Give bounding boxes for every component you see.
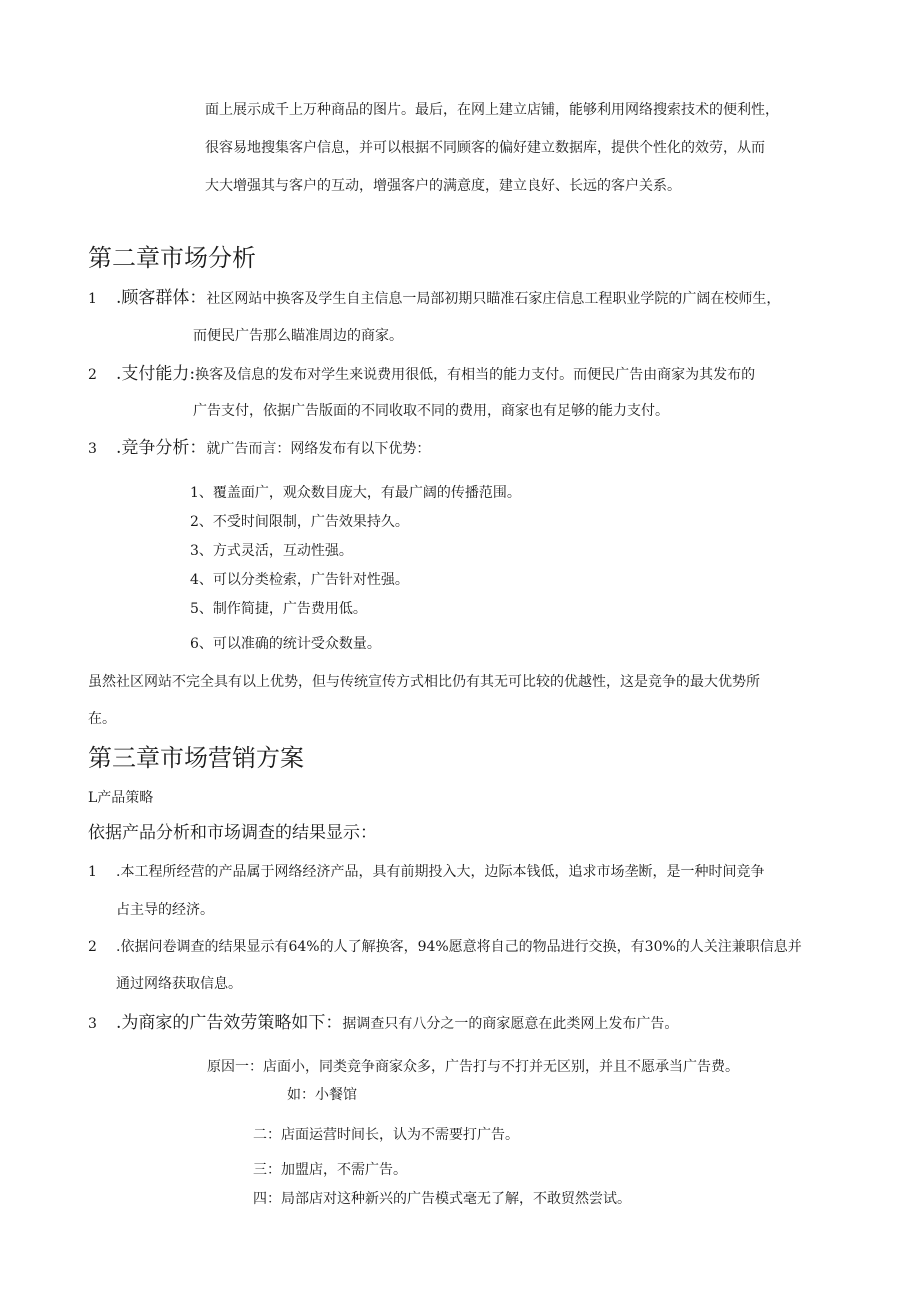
- chapter-2-item-2: [88, 364, 755, 385]
- item-text: .依据问卷调查的结果显示有64%的人了解换客，94%愿意将自己的物品进行交换，有30%的人关注兼职信息并: [116, 939, 802, 955]
- item-label: .支付能力:: [116, 364, 196, 384]
- chapter-2-title: 第二章市场分析: [88, 244, 256, 272]
- intro-line-2: 很容易地搜集客户信息，并可以根据不同顾客的偏好建立数据库，提供个性化的效劳，从而: [205, 140, 765, 156]
- item-label: .为商家的广告效劳策略如下：: [116, 1013, 343, 1033]
- chapter-2-item-3: [88, 438, 430, 459]
- advantage-item: 6、可以准确的统计受众数量。: [190, 636, 381, 652]
- item-text: 社区网站中换客及学生自主信息一局部初期只瞄准石家庄信息工程职业学院的广阔在校师生，: [206, 291, 781, 307]
- item-number: 3: [88, 1016, 97, 1032]
- intro-line-1: 面上展示成千上万种商品的图片。最后，在网上建立店铺，能够利用网络搜索技术的便利性，: [205, 102, 779, 118]
- section-heading: L产品策略: [88, 790, 154, 806]
- chapter-3-title: 第三章市场营销方案: [88, 744, 304, 772]
- item-text: 据调查只有八分之一的商家愿意在此类网上发布广告。: [342, 1016, 679, 1032]
- item-number: 1: [88, 864, 97, 880]
- item-number: 1: [88, 291, 97, 307]
- chapter-2-item-1-cont: 而便民广告那么瞄准周边的商家。: [193, 328, 403, 344]
- chapter-2-summary-1: 虽然社区网站不完全具有以上优势，但与传统宣传方式相比仍有其无可比较的优越性，这是竞争的最大优势所: [88, 674, 760, 690]
- intro-line-3: 大大增强其与客户的互动，增强客户的满意度，建立良好、长远的客户关系。: [205, 178, 681, 194]
- chapter-3-item-2-cont: 通过网络获取信息。: [116, 976, 242, 992]
- item-number: 2: [88, 939, 97, 955]
- reason-4: 四：局部店对这种新兴的广告模式毫无了解，不敢贸然尝试。: [253, 1191, 631, 1207]
- advantage-item: 2、不受时间限制，广告效果持久。: [190, 514, 409, 530]
- section-lead: 依据产品分析和市场调查的结果显示：: [88, 823, 377, 843]
- reason-2: 二：店面运营时间长，认为不需要打广告。: [253, 1127, 519, 1143]
- item-label: .竞争分析：: [116, 438, 207, 458]
- reason-1: 原因一：店面小，同类竞争商家众多，广告打与不打并无区别，并且不愿承当广告费。: [207, 1059, 739, 1075]
- advantage-item: 5、制作简捷，广告费用低。: [190, 601, 367, 617]
- reason-3: 三：加盟店，不需广告。: [253, 1162, 407, 1178]
- chapter-3-item-3: [88, 1013, 678, 1034]
- chapter-2-item-2-cont: 广告支付，依据广告版面的不同收取不同的费用，商家也有足够的能力支付。: [193, 403, 669, 419]
- item-label: .顾客群体：: [116, 288, 207, 308]
- chapter-3-item-2: [88, 937, 802, 957]
- advantage-item: 3、方式灵活，互动性强。: [190, 543, 353, 559]
- chapter-2-summary-2: 在。: [88, 711, 116, 727]
- item-number: 3: [88, 441, 97, 457]
- advantage-item: 4、可以分类检索，广告针对性强。: [190, 572, 409, 588]
- chapter-3-item-1-cont: 占主导的经济。: [116, 902, 214, 918]
- item-number: 2: [88, 367, 97, 383]
- advantage-item: 1、覆盖面广，观众数目庞大，有最广阔的传播范围。: [190, 485, 521, 501]
- chapter-3-item-1: [88, 862, 764, 882]
- item-text: 就广告而言：网络发布有以下优势：: [206, 441, 431, 457]
- chapter-2-item-1: [88, 288, 780, 309]
- item-text: 换客及信息的发布对学生来说费用很低，有相当的能力支付。而便民广告由商家为其发布的: [195, 367, 756, 383]
- reason-example: 如：小餐馆: [287, 1087, 357, 1103]
- item-text: .本工程所经营的产品属于网络经济产品，具有前期投入大，边际本钱低，追求市场垄断，是一种时间竞争: [116, 864, 765, 880]
